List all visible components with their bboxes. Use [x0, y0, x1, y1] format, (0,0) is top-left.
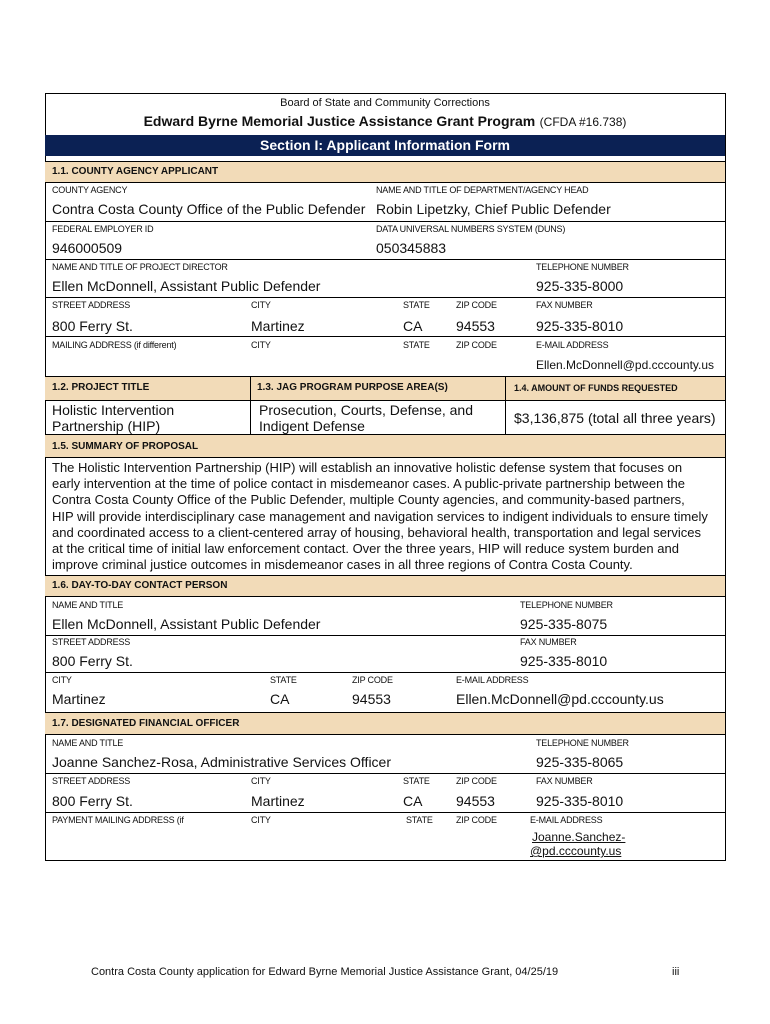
dept-head-value: Robin Lipetzky, Chief Public Defender	[376, 201, 611, 217]
fein-value: 946000509	[52, 240, 123, 256]
contact-phone-value: 925-335-8075	[520, 616, 608, 632]
divider	[45, 297, 725, 298]
duns-label: DATA UNIVERSAL NUMBERS SYSTEM (DUNS)	[376, 224, 566, 234]
officer-phone-label: TELEPHONE NUMBER	[536, 738, 629, 748]
section-title: Section I: Applicant Information Form	[260, 137, 510, 153]
divider	[45, 259, 725, 260]
program-name: Edward Byrne Memorial Justice Assistance Grant Program	[143, 113, 536, 129]
contact-zip-value: 94553	[352, 691, 391, 707]
divider	[45, 773, 725, 774]
officer-state-value: CA	[403, 793, 423, 809]
summary-line: improve criminal justice outcomes in misdemeanor cases in all three regions of Contra Costa County.	[52, 557, 633, 573]
summary-line: at the critical time of initial law enforcement contact. Over the three years, HIP will reduce system burden and	[52, 541, 679, 557]
zip2-label: ZIP CODE	[456, 340, 497, 350]
director-value: Ellen McDonnell, Assistant Public Defender	[52, 278, 321, 294]
project-title-value: Holistic Intervention Partnership (HIP)	[52, 402, 175, 434]
officer-street-label: STREET ADDRESS	[52, 776, 131, 786]
contact-email-label: E-MAIL ADDRESS	[456, 675, 529, 685]
section-1-1-title: 1.1. COUNTY AGENCY APPLICANT	[52, 166, 219, 177]
contact-fax-label: FAX NUMBER	[520, 637, 577, 647]
section-1-4-title: 1.4. AMOUNT OF FUNDS REQUESTED	[514, 383, 678, 393]
officer-state-label: STATE	[403, 776, 430, 786]
divider	[45, 812, 725, 813]
county-agency-value: Contra Costa County Office of the Public Defender	[52, 201, 366, 217]
officer-zip-label: ZIP CODE	[456, 776, 497, 786]
contact-city-value: Martinez	[52, 691, 106, 707]
summary-text	[52, 460, 708, 573]
divider	[45, 221, 725, 222]
divider	[45, 635, 725, 636]
state-label: STATE	[403, 300, 430, 310]
summary-line: early intervention at the time of police contact in misdemeanor cases. A public-private partnership between the	[52, 476, 686, 492]
officer-email-label: E-MAIL ADDRESS	[530, 815, 603, 825]
column-divider	[250, 376, 251, 434]
section-1-3-title: 1.3. JAG PROGRAM PURPOSE AREA(S)	[257, 382, 448, 393]
cfda-number: (CFDA #16.738)	[539, 115, 627, 129]
director-label: NAME AND TITLE OF PROJECT DIRECTOR	[52, 262, 228, 272]
fax-value: 925-335-8010	[536, 318, 624, 334]
column-divider	[505, 376, 506, 434]
summary-line: The Holistic Intervention Partnership (HIP) will establish an innovative holistic defense system that focuses on	[52, 460, 683, 475]
program-title	[45, 113, 725, 131]
officer-zip2-label: ZIP CODE	[456, 815, 497, 825]
zip-label: ZIP CODE	[456, 300, 497, 310]
contact-email-value: Ellen.McDonnell@pd.cccounty.us	[456, 691, 664, 707]
officer-email-line-2[interactable]: @pd.cccounty.us	[530, 844, 622, 858]
contact-state-value: CA	[270, 691, 290, 707]
contact-name-label: NAME AND TITLE	[52, 600, 124, 610]
section-1-6-title: 1.6. DAY-TO-DAY CONTACT PERSON	[52, 580, 228, 591]
footer-text: Contra Costa County application for Edward Byrne Memorial Justice Assistance Grant, 04/25/19	[91, 966, 559, 978]
officer-city2-label: CITY	[251, 815, 271, 825]
contact-city-label: CITY	[52, 675, 72, 685]
section-1-7-title: 1.7. DESIGNATED FINANCIAL OFFICER	[52, 718, 240, 729]
officer-phone-value: 925-335-8065	[536, 754, 624, 770]
county-agency-label: COUNTY AGENCY	[52, 185, 128, 195]
contact-phone-label: TELEPHONE NUMBER	[520, 600, 613, 610]
fein-label: FEDERAL EMPLOYER ID	[52, 224, 154, 234]
summary-line: HIP will provide interdisciplinary case management and navigation services to indigent individuals to ensure timely	[52, 508, 708, 524]
purpose-area-value: Prosecution, Courts, Defense, and Indigent Defense	[259, 402, 474, 434]
contact-street-value: 800 Ferry St.	[52, 653, 133, 669]
state2-label: STATE	[403, 340, 430, 350]
officer-name-label: NAME AND TITLE	[52, 738, 124, 748]
city-value: Martinez	[251, 318, 305, 334]
board-name: Board of State and Community Corrections	[280, 97, 490, 109]
section-1-2-title: 1.2. PROJECT TITLE	[52, 382, 150, 393]
page-number: iii	[672, 966, 680, 978]
street-label: STREET ADDRESS	[52, 300, 131, 310]
director-phone-label: TELEPHONE NUMBER	[536, 262, 629, 272]
contact-street-label: STREET ADDRESS	[52, 637, 131, 647]
summary-line: Contra Costa County Office of the Public Defender, multiple County agencies, and community-based partners,	[52, 492, 685, 508]
duns-value: 050345883	[376, 240, 447, 256]
director-phone-value: 925-335-8000	[536, 278, 624, 294]
divider	[45, 672, 725, 673]
officer-fax-value: 925-335-8010	[536, 793, 624, 809]
email-label: E-MAIL ADDRESS	[536, 340, 609, 350]
state-value: CA	[403, 318, 423, 334]
officer-state2-label: STATE	[406, 815, 433, 825]
officer-city-label: CITY	[251, 776, 271, 786]
mailing-label: MAILING ADDRESS (if different)	[52, 340, 177, 350]
street-value: 800 Ferry St.	[52, 318, 133, 334]
contact-state-label: STATE	[270, 675, 297, 685]
contact-fax-value: 925-335-8010	[520, 653, 608, 669]
summary-line: and coordinated access to a client-centered array of housing, behavioral health, transportation and legal services	[52, 524, 701, 540]
dept-head-label: NAME AND TITLE OF DEPARTMENT/AGENCY HEAD	[376, 185, 589, 195]
contact-zip-label: ZIP CODE	[352, 675, 393, 685]
officer-mailing-label: PAYMENT MAILING ADDRESS (if	[52, 815, 184, 825]
zip-value: 94553	[456, 318, 495, 334]
city2-label: CITY	[251, 340, 271, 350]
officer-city-value: Martinez	[251, 793, 305, 809]
email-value: Ellen.McDonnell@pd.cccounty.us	[536, 358, 715, 372]
section-1-5-title: 1.5. SUMMARY OF PROPOSAL	[52, 441, 199, 452]
funds-requested-value: $3,136,875 (total all three years)	[514, 410, 716, 426]
officer-street-value: 800 Ferry St.	[52, 793, 133, 809]
fax-label: FAX NUMBER	[536, 300, 593, 310]
officer-name-value: Joanne Sanchez-Rosa, Administrative Services Officer	[52, 754, 392, 770]
divider	[45, 336, 725, 337]
city-label: CITY	[251, 300, 271, 310]
officer-zip-value: 94553	[456, 793, 495, 809]
contact-name-value: Ellen McDonnell, Assistant Public Defender	[52, 616, 321, 632]
officer-email-line-1[interactable]: Joanne.Sanchez-	[532, 830, 626, 844]
officer-fax-label: FAX NUMBER	[536, 776, 593, 786]
